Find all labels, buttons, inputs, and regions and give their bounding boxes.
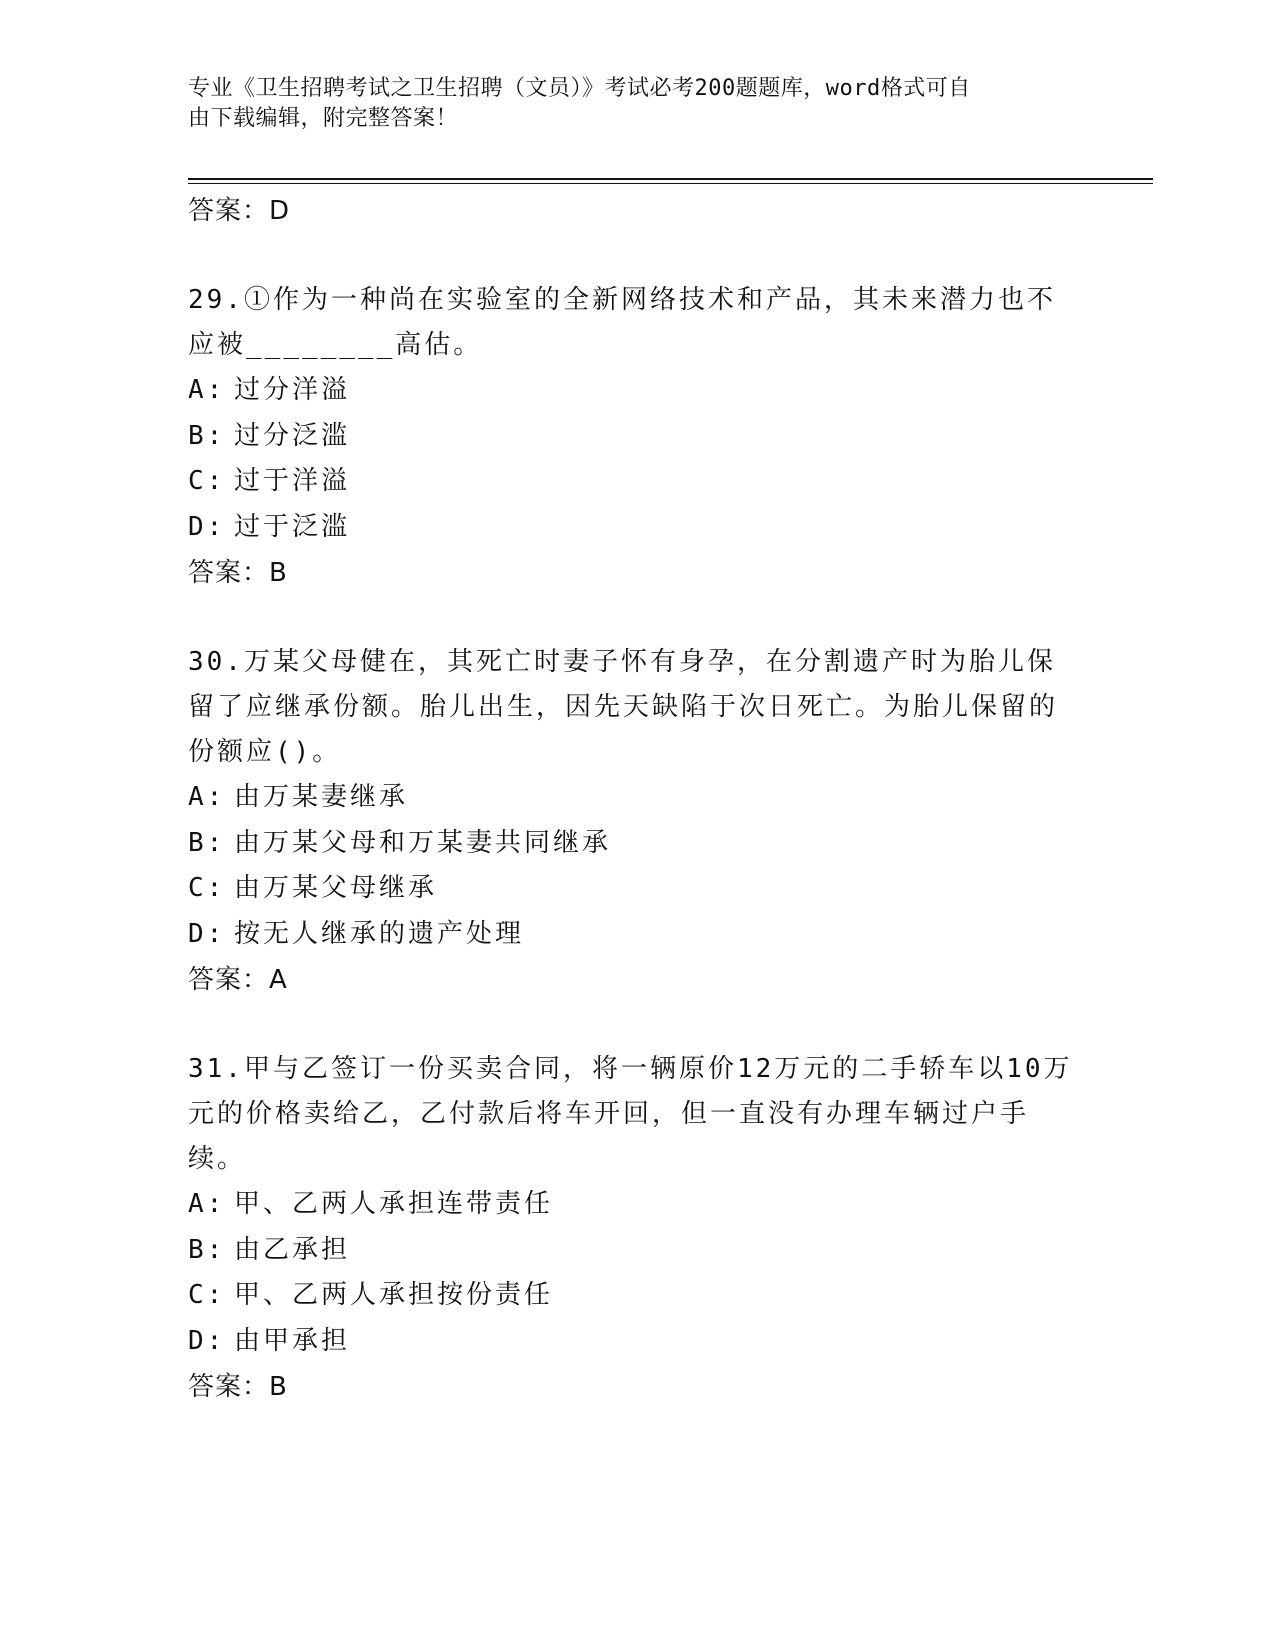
header-line-2: 由下载编辑，附完整答案！ — [188, 106, 459, 131]
option-a — [188, 775, 1088, 821]
option-text: 过分泛滥 — [234, 420, 351, 451]
option-text: 由万某父母和万某妻共同继承 — [234, 827, 612, 858]
option-label: D: — [188, 918, 226, 949]
option-text: 由万某妻继承 — [234, 782, 409, 812]
option-label: C: — [188, 1280, 226, 1310]
option-c — [188, 866, 1088, 912]
answer-30: 答案：A — [188, 965, 288, 995]
question-31 — [188, 1047, 1078, 1182]
option-label: C: — [188, 466, 226, 496]
option-label: D: — [188, 511, 226, 542]
option-d — [188, 1319, 1088, 1365]
option-label: A: — [188, 782, 226, 812]
page-header — [188, 74, 1068, 134]
option-text: 甲、乙两人承担按份责任 — [234, 1280, 554, 1310]
option-text: 按无人继承的遗产处理 — [234, 918, 525, 949]
option-a — [188, 1182, 1088, 1228]
option-a — [188, 368, 1088, 414]
option-text: 由万某父母继承 — [234, 873, 438, 903]
option-text: 由乙承担 — [234, 1234, 351, 1265]
question-blank: ________ — [246, 330, 396, 360]
answer-31: 答案：B — [188, 1372, 288, 1402]
option-label: B: — [188, 827, 226, 858]
question-number: 29. — [188, 285, 244, 315]
option-text: 过分洋溢 — [234, 375, 351, 405]
option-label: A: — [188, 1189, 226, 1219]
previous-answer: 答案：D — [188, 196, 291, 226]
option-c — [188, 1273, 1088, 1319]
question-29 — [188, 278, 1078, 368]
question-text-after: 高估。 — [395, 330, 483, 360]
question-30 — [188, 640, 1078, 775]
option-text: 过于洋溢 — [234, 466, 351, 496]
option-text: 由甲承担 — [234, 1325, 351, 1356]
question-text: ①作为一种尚在实验室的全新网络技术和产品，其未来潜力也不应被 — [188, 285, 1056, 360]
option-label: C: — [188, 873, 226, 903]
option-d — [188, 505, 1088, 551]
header-rule-thick — [188, 178, 1153, 180]
option-label: D: — [188, 1325, 226, 1356]
option-b — [188, 1228, 1088, 1274]
option-label: B: — [188, 1234, 226, 1265]
question-number: 31. — [188, 1054, 244, 1084]
option-label: A: — [188, 375, 226, 405]
option-c — [188, 459, 1088, 505]
option-label: B: — [188, 420, 226, 451]
option-d — [188, 912, 1088, 958]
option-b — [188, 414, 1088, 460]
question-text: 万某父母健在，其死亡时妻子怀有身孕，在分割遗产时为胎儿保留了应继承份额。胎儿出生，因先天缺陷于次日死亡。为胎儿保留的份额应()。 — [188, 647, 1059, 767]
option-b — [188, 821, 1088, 867]
answer-29: 答案：B — [188, 558, 288, 588]
header-rule-thin — [188, 183, 1153, 184]
option-text: 甲、乙两人承担连带责任 — [234, 1189, 554, 1219]
option-text: 过于泛滥 — [234, 511, 351, 542]
question-number: 30. — [188, 647, 244, 677]
document-body — [188, 188, 1088, 1410]
header-line-1: 专业《卫生招聘考试之卫生招聘（文员）》考试必考200题题库，word格式可自 — [188, 76, 971, 101]
question-text: 甲与乙签订一份买卖合同，将一辆原价12万元的二手轿车以10万元的价格卖给乙，乙付款后将车开回，但一直没有办理车辆过户手续。 — [188, 1054, 1073, 1174]
